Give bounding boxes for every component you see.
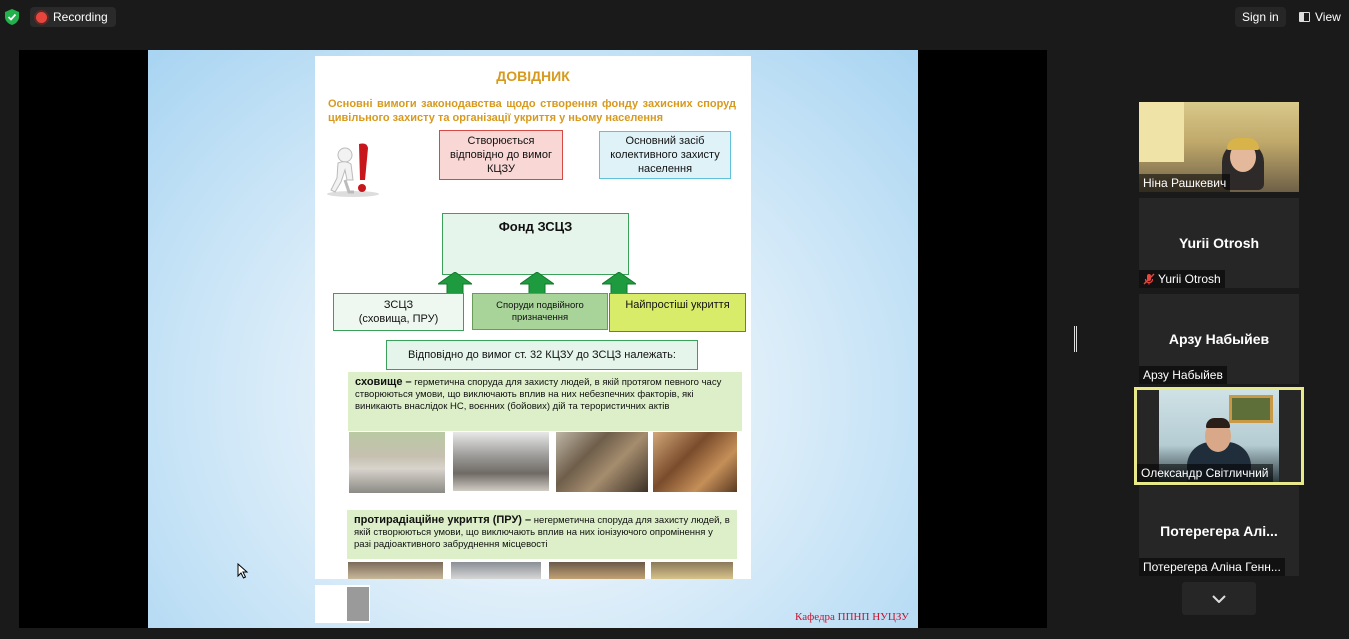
shelter-term: сховище – [355, 376, 412, 388]
next-page-fragment [315, 585, 370, 623]
recording-label: Recording [53, 10, 108, 24]
pru-term: протирадіаційне укриття (ПРУ) – [354, 514, 532, 526]
kczu-requirement-box: Створюється відповідно до вимог КЦЗУ [439, 130, 563, 180]
recording-dot-icon [36, 12, 47, 23]
shelter-text: герметична споруда для захисту людей, в якій протягом певного часу створюються умови, що виключають вплив на них небезпечних факторів, які виникають внаслідок НС, воєнних (бойових) дій та терористичних актів [355, 377, 722, 412]
participant-tile[interactable] [1139, 294, 1299, 384]
participant-display-name: Yurii Otrosh [1178, 235, 1260, 251]
participant-name-text: Yurii Otrosh [1158, 272, 1221, 286]
shelter-photo-equipment [556, 432, 648, 492]
participant-name-text: Потерегера Аліна Генн... [1143, 560, 1281, 574]
pru-photo-2 [451, 562, 541, 579]
participant-name [1139, 366, 1227, 384]
participant-display-name: Потерегера Алі... [1160, 523, 1278, 539]
participant-tile-active-speaker[interactable] [1137, 390, 1301, 482]
recording-indicator[interactable] [30, 7, 116, 27]
pru-text: негерметична споруда для захисту людей, в якій створюються умови, що виключають вплив на них іонізуючого опромінення у разі радіоактивного забруднення місцевості [354, 515, 730, 550]
shield-check-icon[interactable] [5, 9, 19, 25]
shelter-definition [348, 372, 742, 431]
cursor-icon [237, 563, 249, 579]
shelter-photo-interior [653, 432, 737, 492]
participant-name-text: Олександр Світличний [1141, 466, 1269, 480]
pru-photo-1 [348, 562, 443, 579]
pru-definition [347, 510, 737, 559]
shelter-photo-beds [453, 432, 549, 491]
department-caption: Кафедра ППНП НУЦЗУ [795, 611, 909, 623]
presentation-slide [148, 50, 918, 628]
participant-name-text: Ніна Рашкевич [1143, 176, 1227, 190]
belongs-box: Відповідно до вимог ст. 32 КЦЗУ до ЗСЦЗ належать: [386, 340, 698, 370]
slide-title: ДОВІДНИК [496, 68, 570, 84]
participant-display-name: Арзу Набыйев [1168, 331, 1270, 347]
shelter-photo-entrance [349, 432, 445, 493]
participant-name [1139, 558, 1285, 576]
panel-resize-handle[interactable] [1074, 326, 1077, 352]
type-zsczu: ЗСЦЗ (сховища, ПРУ) [333, 293, 464, 331]
thinking-man-exclamation-icon [323, 140, 383, 198]
view-button[interactable] [1293, 7, 1347, 27]
participant-name [1139, 270, 1225, 288]
participant-tile[interactable] [1139, 198, 1299, 288]
participant-name [1139, 174, 1230, 192]
participant-tile[interactable] [1139, 486, 1299, 576]
fund-box: Фонд ЗСЦЗ [442, 213, 629, 275]
pru-photo-3 [549, 562, 645, 579]
participant-name [1137, 464, 1273, 482]
participant-tile[interactable] [1139, 102, 1299, 192]
meeting-topbar [0, 0, 1349, 34]
mic-muted-icon [1143, 273, 1155, 285]
participant-name-text: Арзу Набыйев [1143, 368, 1223, 382]
collective-protection-box: Основний засіб колективного захисту населення [599, 131, 731, 179]
sign-in-button[interactable]: Sign in [1235, 7, 1286, 27]
chevron-down-icon [1212, 595, 1226, 603]
more-participants-button[interactable] [1182, 582, 1256, 615]
slide-intro: Основні вимоги законодавства щодо створення фонду захисних споруд цивільного захисту та організації укриття у ньому населення [328, 98, 736, 124]
type-simplest-shelters: Найпростіші укриття [609, 293, 746, 332]
pru-photo-4 [651, 562, 733, 579]
view-grid-icon [1299, 12, 1310, 22]
document-page [315, 56, 751, 579]
meeting-toolbar-edge [0, 629, 1349, 639]
view-label: View [1315, 10, 1341, 24]
type-dual-purpose: Споруди подвійного призначення [472, 293, 608, 330]
